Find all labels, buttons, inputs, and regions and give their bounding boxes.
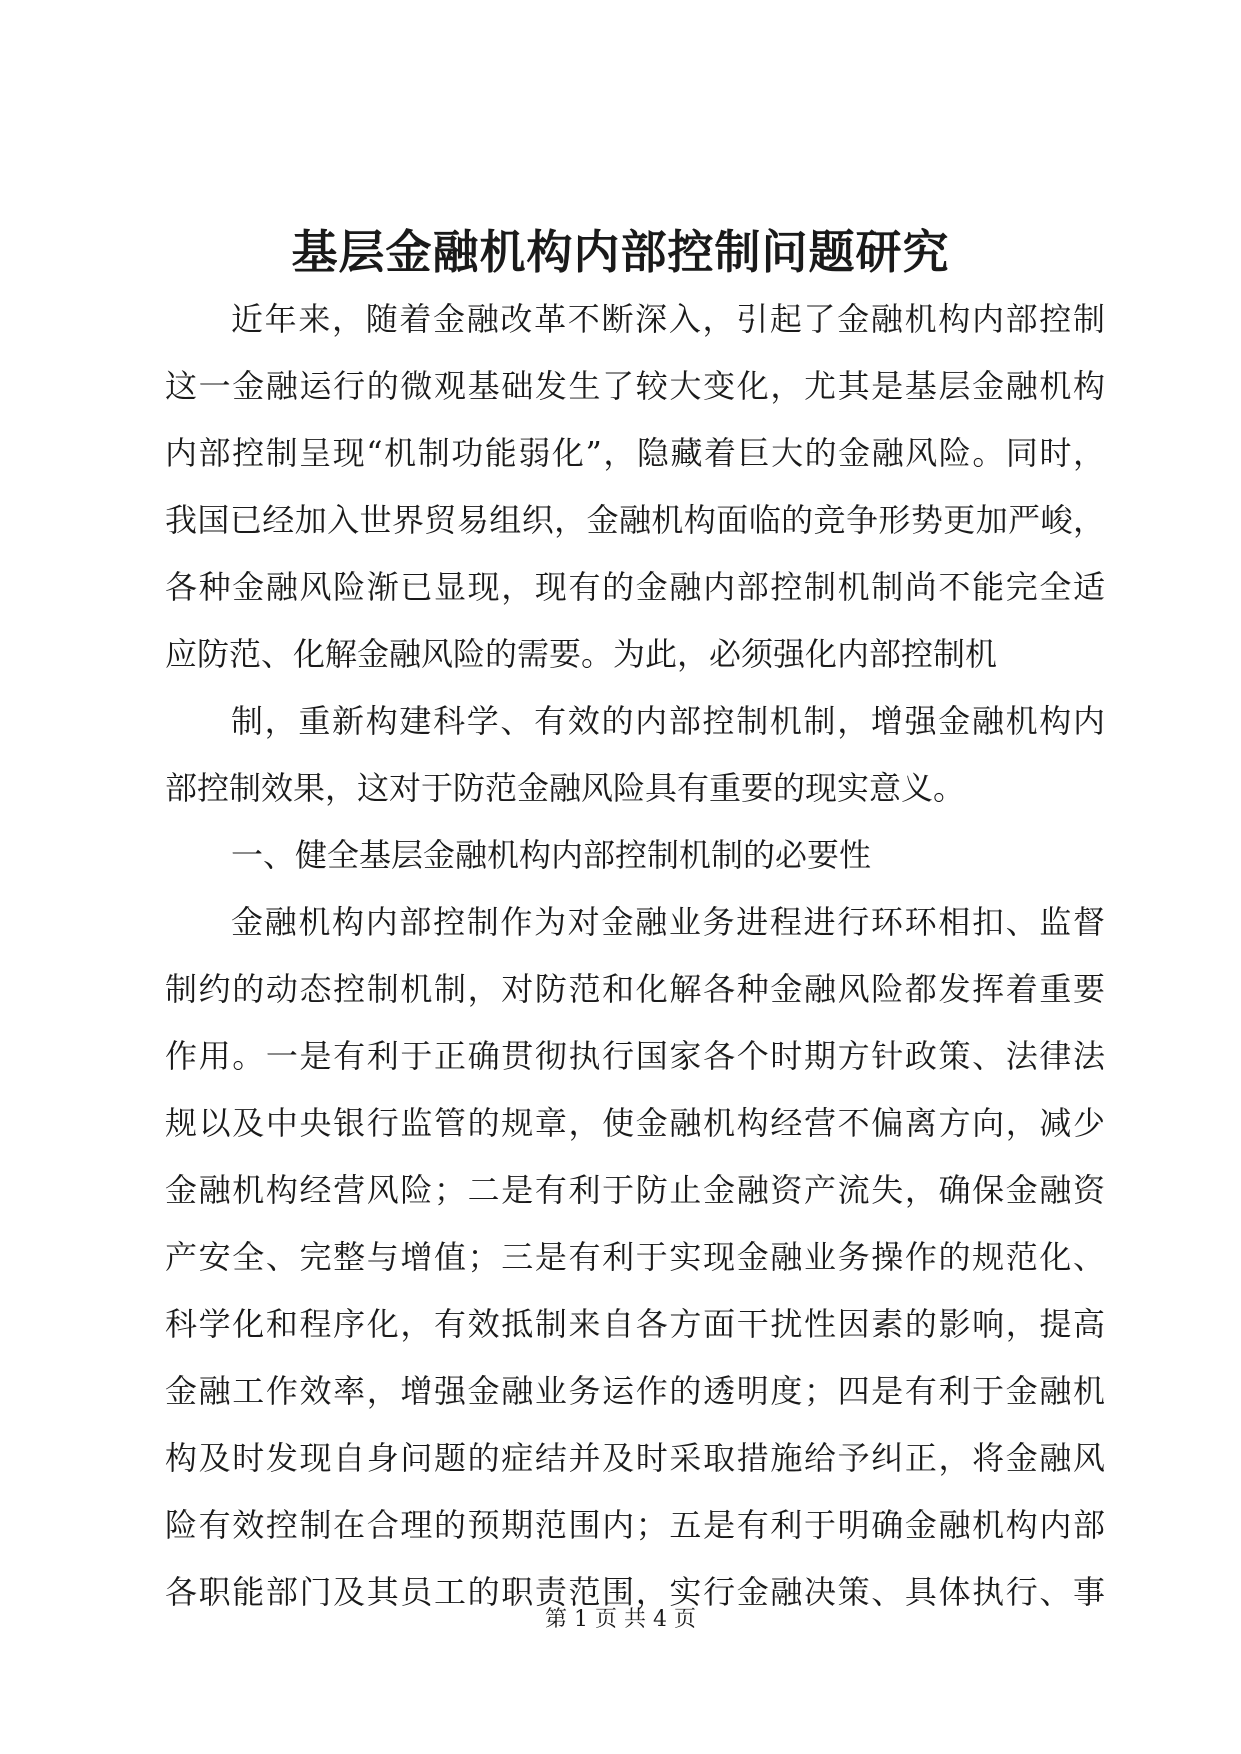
text-line: 金融机构内部控制作为对金融业务进程进行环环相扣、监督 — [231, 903, 1105, 941]
page-footer: 第 1 页 共 4 页 — [545, 1607, 696, 1632]
text-line: 作用。一是有利于正确贯彻执行国家各个时期方针政策、法律法 — [165, 1037, 1105, 1075]
text-line: 金融机构经营风险；二是有利于防止金融资产流失，确保金融资 — [165, 1171, 1105, 1209]
text-line: 制，重新构建科学、有效的内部控制机制，增强金融机构内 — [231, 702, 1105, 740]
text-line: 规以及中央银行监管的规章，使金融机构经营不偏离方向，减少 — [165, 1104, 1105, 1142]
text-line: 制约的动态控制机制，对防范和化解各种金融风险都发挥着重要 — [165, 970, 1105, 1008]
text-line: 我国已经加入世界贸易组织，金融机构面临的竞争形势更加严峻， — [165, 501, 1105, 539]
text-line: 构及时发现自身问题的症结并及时采取措施给予纠正，将金融风 — [165, 1439, 1105, 1477]
text-line: 部控制效果，这对于防范金融风险具有重要的现实意义。 — [165, 769, 966, 807]
document-title: 基层金融机构内部控制问题研究 — [291, 225, 950, 279]
document-body — [165, 286, 1105, 1626]
text-line: 各职能部门及其员工的职责范围，实行金融决策、具体执行、事 — [165, 1573, 1105, 1611]
text-line: 内部控制呈现“机制功能弱化”，隐藏着巨大的金融风险。同时， — [165, 434, 1105, 472]
text-line: 各种金融风险渐已显现，现有的金融内部控制机制尚不能完全适 — [165, 568, 1105, 606]
text-line: 应防范、化解金融风险的需要。为此，必须强化内部控制机 — [165, 635, 998, 673]
text-line: 近年来，随着金融改革不断深入，引起了金融机构内部控制 — [231, 300, 1105, 338]
text-line: 金融工作效率，增强金融业务运作的透明度；四是有利于金融机 — [165, 1372, 1105, 1410]
text-line: 一、健全基层金融机构内部控制机制的必要性 — [231, 836, 872, 874]
text-line: 产安全、完整与增值；三是有利于实现金融业务操作的规范化、 — [165, 1238, 1105, 1276]
text-line: 这一金融运行的微观基础发生了较大变化，尤其是基层金融机构 — [165, 367, 1105, 405]
text-line: 科学化和程序化，有效抵制来自各方面干扰性因素的影响，提高 — [165, 1305, 1105, 1343]
text-line: 险有效控制在合理的预期范围内；五是有利于明确金融机构内部 — [165, 1506, 1105, 1544]
